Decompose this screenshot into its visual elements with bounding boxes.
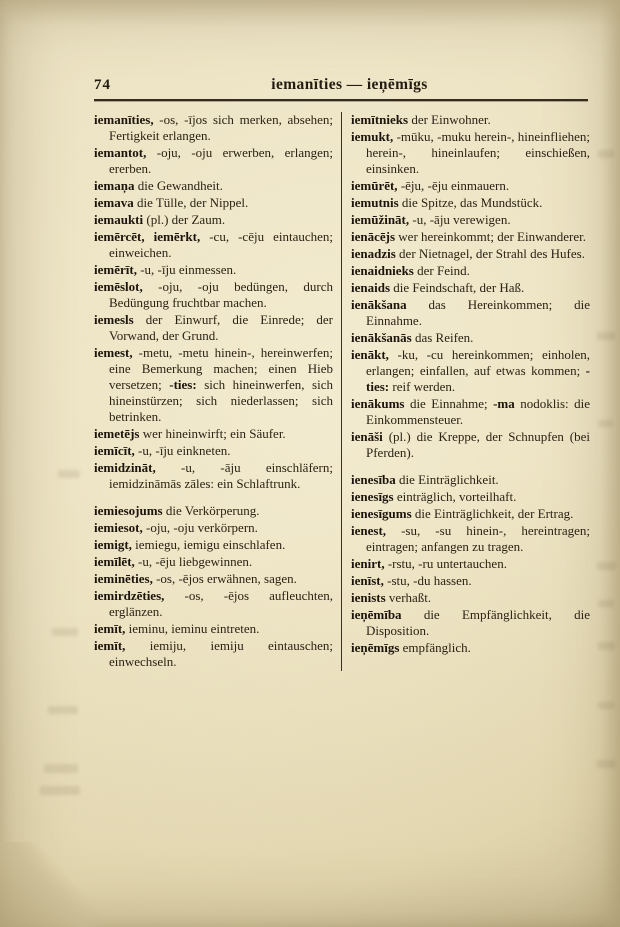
headword: iemanīties, xyxy=(94,112,154,127)
dictionary-entry xyxy=(94,112,333,144)
entry-text: wer hereinkommt; der Einwanderer. xyxy=(395,229,587,244)
headword: iemēslot, xyxy=(94,279,143,294)
headword: ienācējs xyxy=(351,229,396,244)
entry-text: -oju, -oju erwerben, erlangen; ererben. xyxy=(109,145,333,176)
dictionary-entry xyxy=(351,246,590,262)
headword: iemaukti xyxy=(94,212,144,227)
headword: iemantot, xyxy=(94,145,147,160)
entry-text: die Einnahme; xyxy=(404,396,494,411)
headword: ienadzis xyxy=(351,246,396,261)
bleed-through-mark xyxy=(40,786,80,795)
headword: iemirdzēties, xyxy=(94,588,165,603)
headword: -ma xyxy=(493,396,515,411)
dictionary-entry xyxy=(351,396,590,428)
headword: iemīt, xyxy=(94,638,126,653)
page-corner-fold xyxy=(0,842,110,927)
column-left xyxy=(94,112,342,671)
entry-text: die Gewandheit. xyxy=(134,178,223,193)
bleed-through-mark xyxy=(598,642,615,650)
dictionary-entry xyxy=(351,640,590,656)
entry-text: -ku, -cu hereinkommen; einholen, erlangen; einfallen, auf etwas kommen; xyxy=(366,347,590,378)
bleed-through-mark xyxy=(52,628,78,636)
entry-text: die Einträglichkeit, der Ertrag. xyxy=(411,506,574,521)
headword: iemiesot, xyxy=(94,520,143,535)
bleed-through-mark xyxy=(597,760,615,768)
dictionary-entry xyxy=(351,263,590,279)
headword: ieņēmība xyxy=(351,607,402,622)
dictionary-entry xyxy=(351,129,590,177)
dictionary-entry xyxy=(351,112,590,128)
dictionary-entry xyxy=(94,178,333,194)
entry-text: reif werden. xyxy=(389,379,456,394)
headword: ienaidnieks xyxy=(351,263,414,278)
entry-text: einträglich, vorteilhaft. xyxy=(393,489,517,504)
entry-text: -ēju, -ēju einmauern. xyxy=(397,178,510,193)
dictionary-entry xyxy=(351,590,590,606)
headword: ienesīgums xyxy=(351,506,412,521)
entry-text: nodoklis: die Einkommensteuer. xyxy=(366,396,590,427)
dictionary-entry xyxy=(94,212,333,228)
entry-text: -oju, -oju bedüngen, durch Bedüngung fruchtbar machen. xyxy=(109,279,333,310)
headword: ienāši xyxy=(351,429,383,444)
dictionary-entry xyxy=(94,638,333,670)
headword: ienest, xyxy=(351,523,387,538)
headword: iemetējs xyxy=(94,426,140,441)
headword: iemērcēt, iemērkt, xyxy=(94,229,201,244)
page-number: 74 xyxy=(94,77,111,93)
entry-text: die Verkörperung. xyxy=(162,503,260,518)
dictionary-entry xyxy=(94,554,333,570)
headword: ienesība xyxy=(351,472,396,487)
entry-text: sich hineinwerfen, sich hineinstürzen; sich niederlassen; sich betrinken. xyxy=(109,377,333,424)
header-rule xyxy=(94,99,588,101)
dictionary-entry xyxy=(351,212,590,228)
entry-text: -u, -āju verewigen. xyxy=(409,212,511,227)
entry-text: -u, -īju einmessen. xyxy=(136,262,237,277)
headword: -ties: xyxy=(169,377,197,392)
dictionary-entry xyxy=(94,145,333,177)
entry-text: die Feindschaft, der Haß. xyxy=(390,280,525,295)
entry-text: -os, -ījos sich merken, absehen; Fertigkeit erlangen. xyxy=(109,112,333,143)
headword: iemest, xyxy=(94,345,133,360)
headword: iemūrēt, xyxy=(351,178,398,193)
dictionary-entry xyxy=(94,520,333,536)
dictionary-entry xyxy=(94,262,333,278)
bleed-through-mark xyxy=(598,150,614,158)
headword: iemesls xyxy=(94,312,134,327)
entry-text: empfänglich. xyxy=(399,640,471,655)
dictionary-entry xyxy=(351,506,590,522)
dictionary-entry xyxy=(351,573,590,589)
headword: ienīst, xyxy=(351,573,384,588)
headword: iemūžināt, xyxy=(351,212,410,227)
headword: iemērīt, xyxy=(94,262,137,277)
dictionary-entry xyxy=(351,280,590,296)
dictionary-entry xyxy=(351,297,590,329)
entry-text: (pl.) die Kreppe, der Schnupfen (bei Pferden). xyxy=(366,429,590,460)
entry-text: -rstu, -ru untertauchen. xyxy=(384,556,507,571)
headword: ienists xyxy=(351,590,386,605)
entry-text: das Reifen. xyxy=(411,330,474,345)
headword: iemīcīt, xyxy=(94,443,135,458)
dictionary-entry xyxy=(351,607,590,639)
headword: iemava xyxy=(94,195,134,210)
entry-text: verhaßt. xyxy=(385,590,432,605)
entry-text: die Tülle, der Nippel. xyxy=(133,195,249,210)
dictionary-entry xyxy=(94,571,333,587)
dictionary-entry xyxy=(351,178,590,194)
entry-text: iemiegu, iemigu einschlafen. xyxy=(131,537,286,552)
headword: ienesīgs xyxy=(351,489,394,504)
entry-text: -cu, -cēju eintauchen; einweichen. xyxy=(109,229,333,260)
headword: iemaņa xyxy=(94,178,135,193)
headword: ienākt, xyxy=(351,347,389,362)
entry-text: wer hineinwirft; ein Säufer. xyxy=(139,426,286,441)
dictionary-columns xyxy=(94,112,590,671)
dictionary-entry xyxy=(94,229,333,261)
headword: iemīlēt, xyxy=(94,554,135,569)
dictionary-entry xyxy=(94,443,333,459)
headword: ienirt, xyxy=(351,556,385,571)
headword: ieminēties, xyxy=(94,571,153,586)
headword: ienākums xyxy=(351,396,405,411)
bleed-through-mark xyxy=(598,702,614,709)
dictionary-entry xyxy=(351,489,590,505)
headword: iemiesojums xyxy=(94,503,163,518)
entry-text: die Empfänglichkeit, die Disposition. xyxy=(366,607,590,638)
dictionary-entry xyxy=(351,429,590,461)
dictionary-entry xyxy=(94,195,333,211)
bleed-through-mark xyxy=(58,470,80,478)
dictionary-entry xyxy=(351,472,590,488)
entry-text: -os, -ējos erwähnen, sagen. xyxy=(152,571,297,586)
bleed-through-mark xyxy=(48,706,78,714)
headword: iemītnieks xyxy=(351,112,409,127)
dictionary-entry xyxy=(351,195,590,211)
column-right xyxy=(342,112,590,671)
dictionary-entry xyxy=(94,503,333,519)
entry-text: -su, -su hinein-, hereintragen; eintragen; anfangen zu tragen. xyxy=(366,523,590,554)
entry-text: die Einträglichkeit. xyxy=(395,472,499,487)
headword: ieņēmīgs xyxy=(351,640,400,655)
entry-text: -stu, -du hassen. xyxy=(383,573,472,588)
headword: iemidzināt, xyxy=(94,460,156,475)
entry-text: iemiju, iemiju eintauschen; einwechseln. xyxy=(109,638,333,669)
dictionary-entry xyxy=(351,330,590,346)
dictionary-entry xyxy=(351,347,590,395)
dictionary-entry xyxy=(94,426,333,442)
dictionary-entry xyxy=(94,460,333,492)
entry-text: der Einwohner. xyxy=(408,112,491,127)
bleed-through-mark xyxy=(598,600,614,607)
headword: ienaids xyxy=(351,280,391,295)
page-edge-shade-top xyxy=(0,0,620,26)
dictionary-entry xyxy=(94,588,333,620)
bleed-through-mark xyxy=(597,332,615,340)
entry-text: -mūku, -muku herein-, hineinfliehen; herein-, hineinlaufen; einschießen, einsinken. xyxy=(366,129,590,176)
entry-text: -u, -ēju liebgewinnen. xyxy=(134,554,253,569)
entry-text: -oju, -oju verkörpern. xyxy=(142,520,258,535)
headword: ienākšanās xyxy=(351,330,412,345)
entry-text: ieminu, ieminu eintreten. xyxy=(125,621,260,636)
entry-text: der Feind. xyxy=(413,263,470,278)
dictionary-entry xyxy=(94,621,333,637)
headword: iemutnis xyxy=(351,195,399,210)
page-edge-shade-right xyxy=(600,0,620,927)
dictionary-entry xyxy=(94,312,333,344)
headword: iemīt, xyxy=(94,621,126,636)
entry-text: -u, -īju einkneten. xyxy=(134,443,231,458)
entry-text: -metu, -metu hinein-, hereinwerfen; eine Bemerkung machen; einen Hieb versetzen; xyxy=(109,345,333,392)
entry-text: die Spitze, das Mundstück. xyxy=(398,195,543,210)
entry-text: (pl.) der Zaum. xyxy=(143,212,226,227)
headword: -ties: xyxy=(366,363,590,394)
entry-text: der Einwurf, die Einrede; der Vorwand, der Grund. xyxy=(109,312,333,343)
dictionary-entry xyxy=(94,537,333,553)
page-header xyxy=(94,76,588,101)
bleed-through-mark xyxy=(44,764,78,773)
headword: iemukt, xyxy=(351,129,394,144)
headword: ienākšana xyxy=(351,297,407,312)
entry-text: der Nietnagel, der Strahl des Hufes. xyxy=(395,246,585,261)
bleed-through-mark xyxy=(598,420,613,427)
dictionary-entry xyxy=(351,556,590,572)
entry-text: das Hereinkommen; die Einnahme. xyxy=(366,297,590,328)
bleed-through-mark xyxy=(597,562,616,570)
dictionary-entry xyxy=(351,523,590,555)
headword: iemigt, xyxy=(94,537,132,552)
dictionary-entry xyxy=(94,345,333,425)
entry-text: -u, -āju einschläfern; iemidzināmās zāles: ein Schlaftrunk. xyxy=(109,460,333,491)
entry-text: -os, -ējos aufleuchten, erglänzen. xyxy=(109,588,333,619)
dictionary-entry xyxy=(94,279,333,311)
running-header: iemanīties — ieņēmīgs xyxy=(271,76,428,93)
dictionary-entry xyxy=(351,229,590,245)
